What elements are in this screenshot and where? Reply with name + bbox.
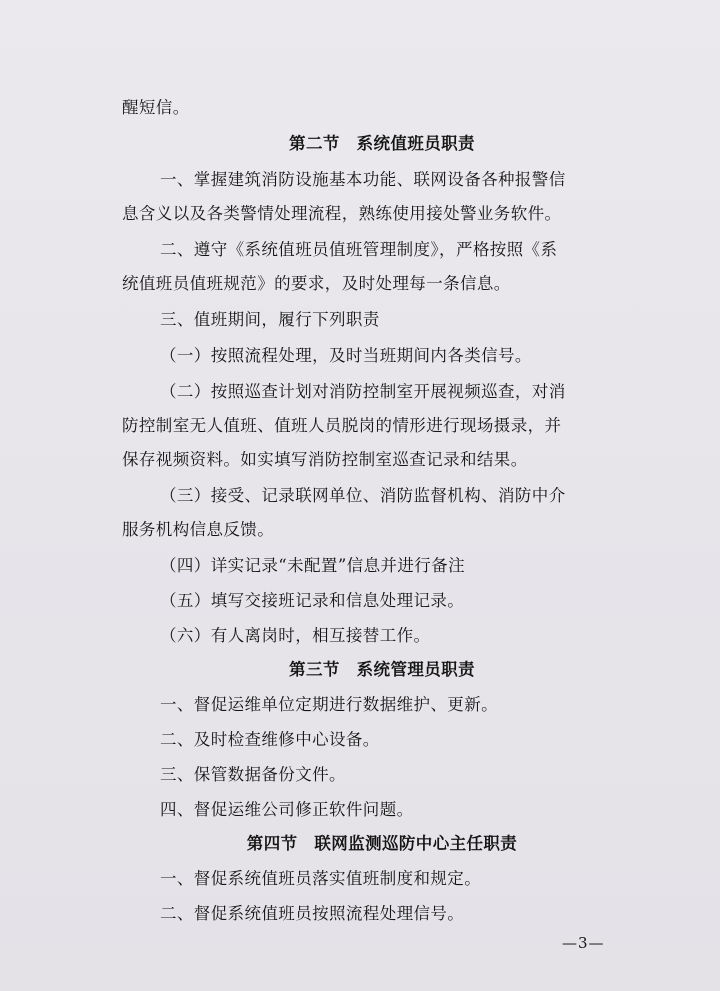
paragraph-line: （六）有人离岗时，相互接替工作。 <box>160 626 431 645</box>
paragraph-line: 一、督促运维单位定期进行数据维护、更新。 <box>160 695 498 714</box>
paragraph-line: 三、值班期间，履行下列职责 <box>160 310 380 329</box>
section-heading-3: 第三节 系统管理员职责 <box>289 660 475 679</box>
paragraph-line: （四）详实记录“未配置”信息并进行备注 <box>160 556 465 575</box>
paragraph-line: （五）填写交接班记录和信息处理记录。 <box>160 591 465 610</box>
paragraph-line: 醒短信。 <box>122 98 190 117</box>
paragraph-line: 一、掌握建筑消防设施基本功能、联网设备各种报警信 <box>160 170 566 189</box>
paragraph-line: 息含义以及各类警情处理流程，熟练使用接处警业务软件。 <box>122 204 562 223</box>
paragraph-line: （二）按照巡查计划对消防控制室开展视频巡查，对消 <box>160 382 566 401</box>
paragraph-line: 三、保管数据备份文件。 <box>160 765 346 784</box>
paragraph-line: 服务机构信息反馈。 <box>122 520 275 539</box>
paragraph-line: （三）接受、记录联网单位、消防监督机构、消防中介 <box>160 486 566 505</box>
paragraph-line: 二、遵守《系统值班员值班管理制度》，严格按照《系 <box>160 240 558 259</box>
paragraph-line: 二、督促系统值班员按照流程处理信号。 <box>160 904 465 923</box>
section-heading-2: 第二节 系统值班员职责 <box>289 134 475 153</box>
section-heading-4: 第四节 联网监测巡防中心主任职责 <box>246 834 518 853</box>
page-number: —3— <box>562 934 605 952</box>
paragraph-line: （一）按照流程处理，及时当班期间内各类信号。 <box>160 346 532 365</box>
paragraph-line: 统值班员值班规范》的要求，及时处理每一条信息。 <box>122 274 511 293</box>
paragraph-line: 防控制室无人值班、值班人员脱岗的情形进行现场摄录，并 <box>122 416 562 435</box>
paragraph-line: 一、督促系统值班员落实值班制度和规定。 <box>160 869 482 888</box>
paragraph-line: 二、及时检查维修中心设备。 <box>160 730 380 749</box>
paragraph-line: 保存视频资料。如实填写消防控制室巡查记录和结果。 <box>122 450 528 469</box>
paragraph-line: 四、督促运维公司修正软件问题。 <box>160 800 414 819</box>
